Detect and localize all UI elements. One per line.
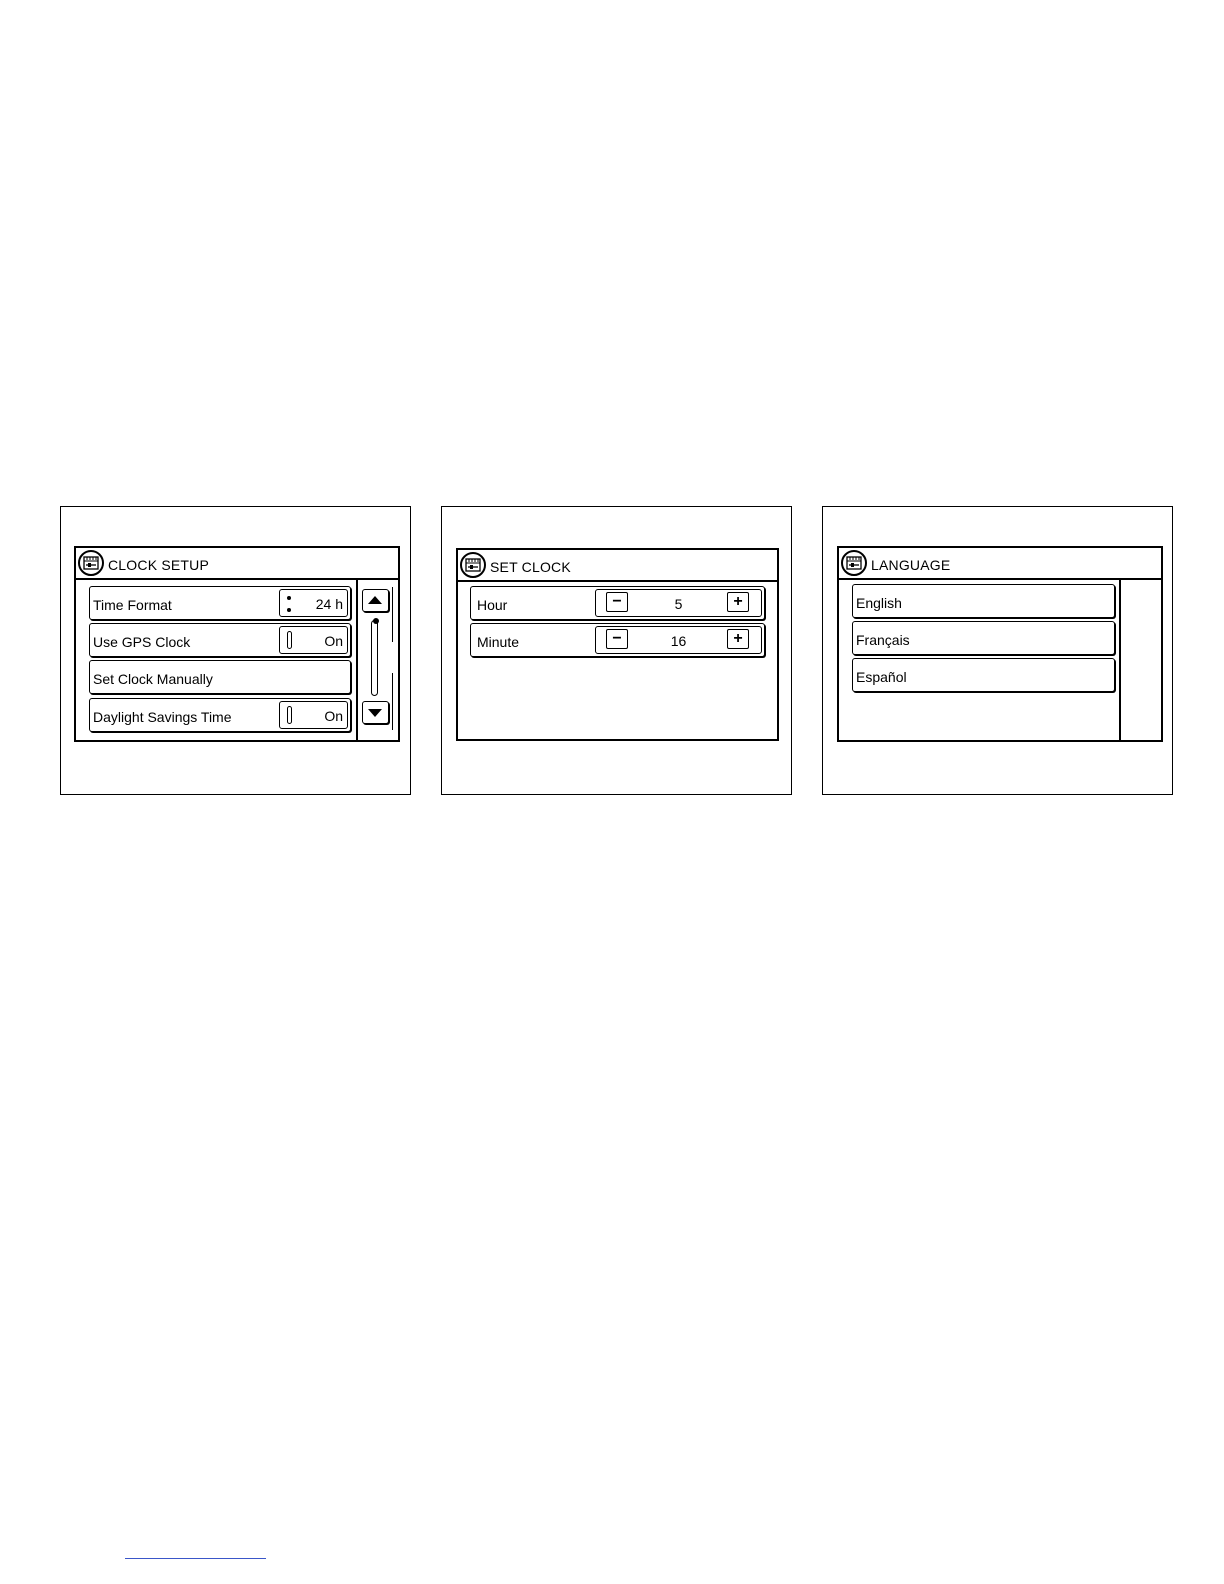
scroll-track[interactable] — [371, 620, 378, 696]
minute-row — [470, 623, 765, 657]
language-option-label: Français — [856, 632, 910, 648]
language-titlebar — [839, 548, 1161, 580]
time-format-row[interactable] — [89, 586, 351, 620]
hour-increment-button[interactable]: + — [727, 592, 749, 612]
language-side-column — [1119, 580, 1161, 740]
page-title: LANGUAGE — [871, 557, 951, 573]
clock-setup-figure — [60, 506, 411, 795]
scroll-down-button[interactable] — [362, 701, 389, 724]
language-option-label: English — [856, 595, 902, 611]
hour-decrement-button[interactable]: − — [606, 592, 628, 612]
page-title: SET CLOCK — [490, 559, 571, 575]
minute-decrement-button[interactable]: − — [606, 629, 628, 649]
settings-icon[interactable] — [78, 550, 104, 576]
set-clock-figure — [441, 506, 792, 795]
minute-value: 16 — [670, 633, 687, 649]
set-clock-screen — [456, 548, 779, 741]
use-gps-clock-value: On — [324, 633, 343, 649]
language-figure — [822, 506, 1173, 795]
toggle-indicator-icon — [287, 706, 292, 724]
footer-rule — [125, 1558, 266, 1559]
scrollbar[interactable] — [356, 580, 398, 740]
daylight-savings-row[interactable] — [89, 698, 351, 732]
use-gps-clock-toggle[interactable] — [279, 626, 348, 654]
set-clock-manually-label: Set Clock Manually — [93, 671, 213, 687]
daylight-savings-label: Daylight Savings Time — [93, 709, 232, 725]
clock-setup-screen — [74, 546, 400, 742]
hour-label: Hour — [477, 597, 508, 613]
language-option-label: Español — [856, 669, 907, 685]
time-format-value: 24 h — [315, 596, 343, 612]
triangle-up-icon — [368, 596, 382, 604]
daylight-savings-value: On — [324, 708, 343, 724]
daylight-savings-toggle[interactable] — [279, 701, 348, 729]
hour-row — [470, 586, 765, 620]
settings-icon[interactable] — [841, 550, 867, 576]
language-option-english[interactable] — [852, 584, 1115, 618]
language-option-espanol[interactable] — [852, 658, 1115, 692]
clock-setup-titlebar — [76, 548, 398, 580]
scroll-edge-bottom — [392, 673, 393, 730]
set-clock-manually-row[interactable] — [89, 660, 351, 694]
hour-value: 5 — [674, 596, 683, 612]
toggle-indicator-icon — [287, 631, 292, 649]
minute-increment-button[interactable]: + — [727, 629, 749, 649]
time-format-value-box[interactable] — [279, 589, 348, 617]
time-format-label: Time Format — [93, 597, 172, 613]
use-gps-clock-row[interactable] — [89, 623, 351, 657]
use-gps-clock-label: Use GPS Clock — [93, 634, 191, 650]
minute-label: Minute — [477, 634, 520, 650]
settings-icon[interactable] — [460, 552, 486, 578]
scroll-edge-top — [392, 587, 393, 642]
page-title: CLOCK SETUP — [108, 557, 209, 573]
language-option-francais[interactable] — [852, 621, 1115, 655]
colon-dots-icon — [287, 594, 291, 614]
scroll-up-button[interactable] — [362, 589, 389, 612]
triangle-down-icon — [368, 709, 382, 717]
hour-stepper — [595, 589, 762, 617]
minute-stepper — [595, 626, 762, 654]
scroll-thumb[interactable] — [373, 618, 379, 624]
set-clock-titlebar — [458, 550, 777, 582]
language-screen — [837, 546, 1163, 742]
